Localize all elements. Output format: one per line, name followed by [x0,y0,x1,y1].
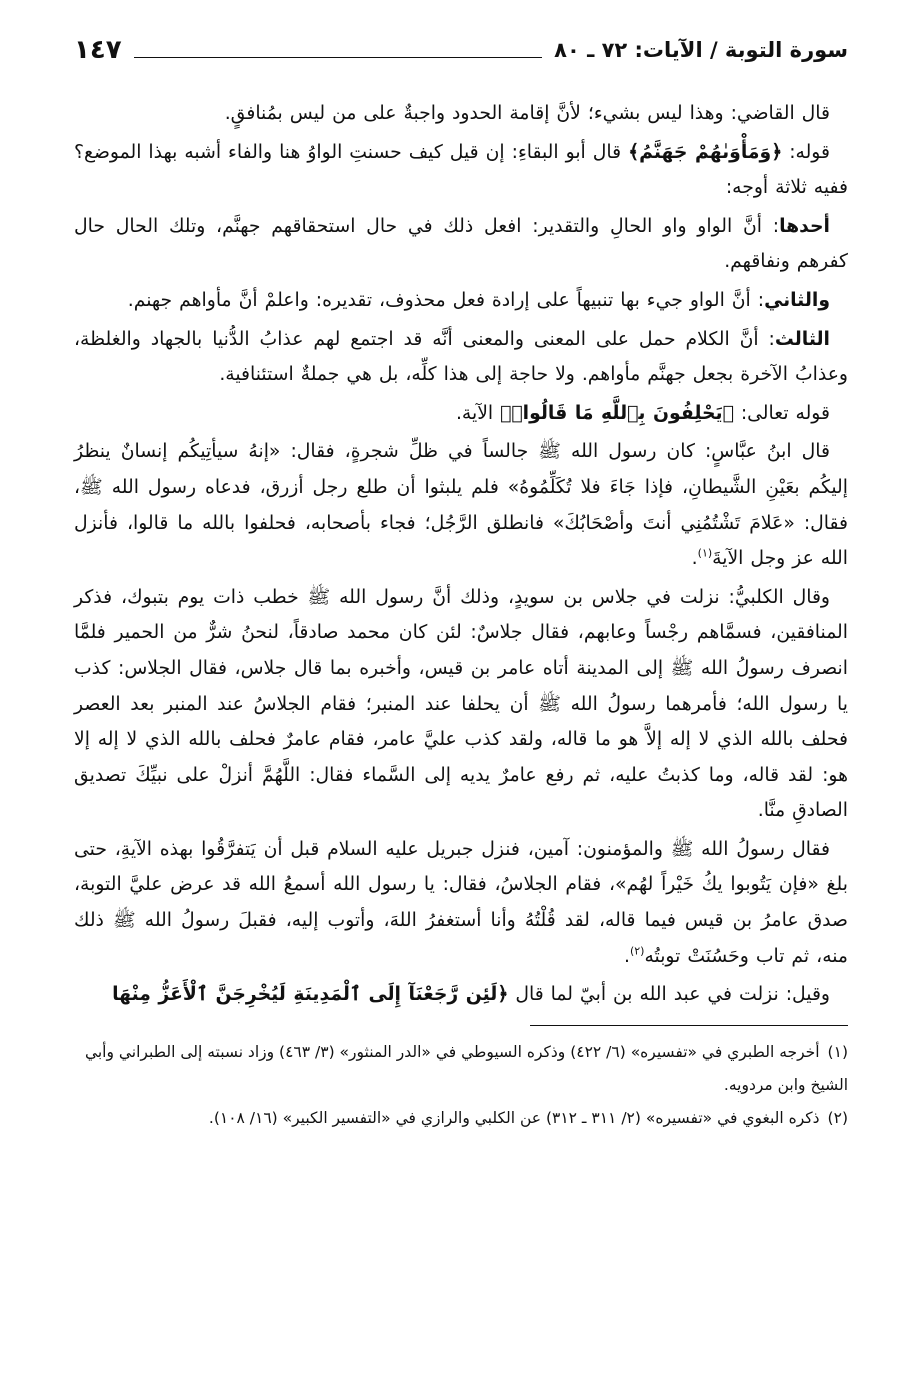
paragraph-third-view [74,322,848,393]
paragraph-ibn-abbas [74,434,848,576]
footnote-text: ذكره البغوي في «تفسيره» (٢/ ٣١١ ـ ٣١٢) عن الكلبي والرازي في «التفسير الكبير» (١٦/ ١٠٨). [208,1108,820,1127]
paragraph-text: : أنَّ الكلام حمل على المعنى والمعنى أنَّه قد اجتمع لهم عذابُ الدُّنيا بالجهاد والغلظة، وعذابُ الآخرة بجعل جهنَّم مأواهم. ولا حاجة إلى هذا كلِّه، بل هي جملةٌ استئنافية. [74,328,848,386]
footnote-ref[interactable]: (١) [697,546,713,560]
footnote-separator [530,1025,848,1026]
paragraph-text: قال أبو البقاءِ: إن قيل كيف حسنتِ الواوُ هنا والفاء أشبه بهذا الموضع؟ ففيه ثلاثة أوجه: [74,141,848,199]
quran-quote: ﴿لَئِن رَّجَعْنَآ إِلَى ٱلْمَدِينَةِ لَيُخْرِجَنَّ ٱلْأَعَزُّ مِنْهَا [112,984,509,1006]
page-number: ١٤٧ [74,35,122,65]
paragraph-verse-intro [74,396,848,432]
sura-title: سورة التوبة / الآيات: ٧٢ ـ ٨٠ [554,38,848,62]
paragraph-lead: الثالث [774,328,830,350]
paragraph-text: قوله: [782,141,830,163]
paragraph-lead: والثاني [764,289,830,311]
paragraph-ibn-ubayy [74,977,848,1013]
paragraph-text: الآية. [455,402,501,424]
header-rule [134,57,543,58]
paragraph-text: . [623,945,630,967]
footnote-item [74,1102,848,1135]
paragraph-qadi [74,96,848,132]
quran-quote: ﴿وَمَأْوَىٰهُمْ جَهَنَّمُ﴾ [628,141,783,163]
paragraph-text: وقال الكلبيُّ: نزلت في جلاس بن سويدٍ، وذلك أنَّ رسول الله ﷺ خطب ذات يوم بتبوك، فذكر المنافقين، فسمَّاهم رجْساً وعابهم، فقال جلاسٌ: لئن كان محمد صادقاً، لنحنُ شرٌّ من الحمير فلمَّا انصرف رسولُ الله ﷺ إلى المدينة أتاه عامر بن قيس، وأخبره بما قال جلاس، فقال الجلاس: كذب يا رسول الله؛ فأمرهما رسولُ الله ﷺ أن يحلفا عند المنبر؛ فقام الجلاسُ عند المنبر بعد العصر فحلف بالله الذي لا إله إلاَّ هو ما قاله، ولقد كذب عليَّ عامر، فقام عامرٌ فحلف بالله الذي لا إله إلا هو: لقد قاله، وما كذبتُ عليه، ثم رفع عامرٌ يديه إلى السَّماء فقال: اللَّهُمَّ أنزلْ على نبيِّكَ تصديق الصادقِ منَّا. [74,586,848,822]
paragraph-first-view [74,209,848,280]
paragraph-text: وقيل: نزلت في عبد الله بن أبيّ لما قال [508,984,830,1006]
paragraph-text: قال ابنُ عبَّاسٍ: كان رسول الله ﷺ جالساً في ظلِّ شجرةٍ، فقال: «إنهُ سيأتِيكُم إنسانٌ ينظرُ إليكُم بعَيْنِ الشَّيطانِ، فإذا جَاءَ فلا تُكَلِّمُوهُ» فلم يلبثوا أن طلع رجل أزرق، فدعاه رسول الله ﷺ، فقال: «عَلامَ تَشْتُمُنِي أنتَ وأصْحَابُكَ» فانطلق الرَّجُل؛ فجاء بأصحابه، فحلفوا بالله ما قالوا، فأنزل الله عز وجل الآيةَ [74,441,848,570]
footnotes [74,1036,848,1135]
paragraph-text: . [691,548,698,570]
paragraph-abu-albaqa [74,135,848,206]
footnote-number: (٢) [827,1108,848,1127]
main-text [74,96,848,1013]
footnote-number: (١) [827,1042,848,1061]
paragraph-text: قوله تعالى: [733,402,830,424]
quran-quote: ﴿يَحْلِفُونَ بِٱللَّهِ مَا قَالُوا۟﴾ [500,402,734,424]
paragraph-kalbi [74,580,848,829]
paragraph-text: : أنَّ الواو واو الحالِ والتقدير: افعل ذلك في حال استحقاقهم جهنَّم، وتلك الحال حال كفرهم ونفاقهم. [74,215,848,273]
running-header [74,30,848,70]
paragraph-lead: أحدها [779,215,830,237]
paragraph-text: فقال رسولُ الله ﷺ والمؤمنون: آمين، فنزل جبريل عليه السلام قبل أن يَتفرَّقُوا بهذه الآيةِ، حتى بلغ «فإن يَتُوبوا يكُ خَيْراً لهُم»، فقام الجلاسُ، فقال: يا رسول الله أسمعُ الله قد عرض عليَّ التوبة، صدق عامرُ بن قيس فيما قاله، لقد قُلْتُهُ وأنا أستغفرُ اللهَ، وأتوب إليه، فقبلَ رسولُ الله ﷺ ذلك منه، ثم تاب وحَسُنَتْ توبتُه [74,838,848,967]
footnote-text: أخرجه الطبري في «تفسيره» (٦/ ٤٢٢) وذكره السيوطي في «الدر المنثور» (٣/ ٤٦٣) وزاد نسبته إلى الطبراني وأبي الشيخ وابن مردويه. [84,1042,848,1094]
footnote-ref[interactable]: (٢) [629,944,645,958]
paragraph-second-view [74,283,848,319]
paragraph-amin [74,832,848,974]
paragraph-text: : أنَّ الواو جيء بها تنبيهاً على إرادة فعل محذوف، تقديره: واعلمْ أنَّ مأواهم جهنم. [127,289,765,311]
paragraph-text: قال القاضي: وهذا ليس بشيء؛ لأنَّ إقامة الحدود واجبةٌ على من ليس بمُنافقٍ. [224,103,830,124]
footnote-item [74,1036,848,1102]
